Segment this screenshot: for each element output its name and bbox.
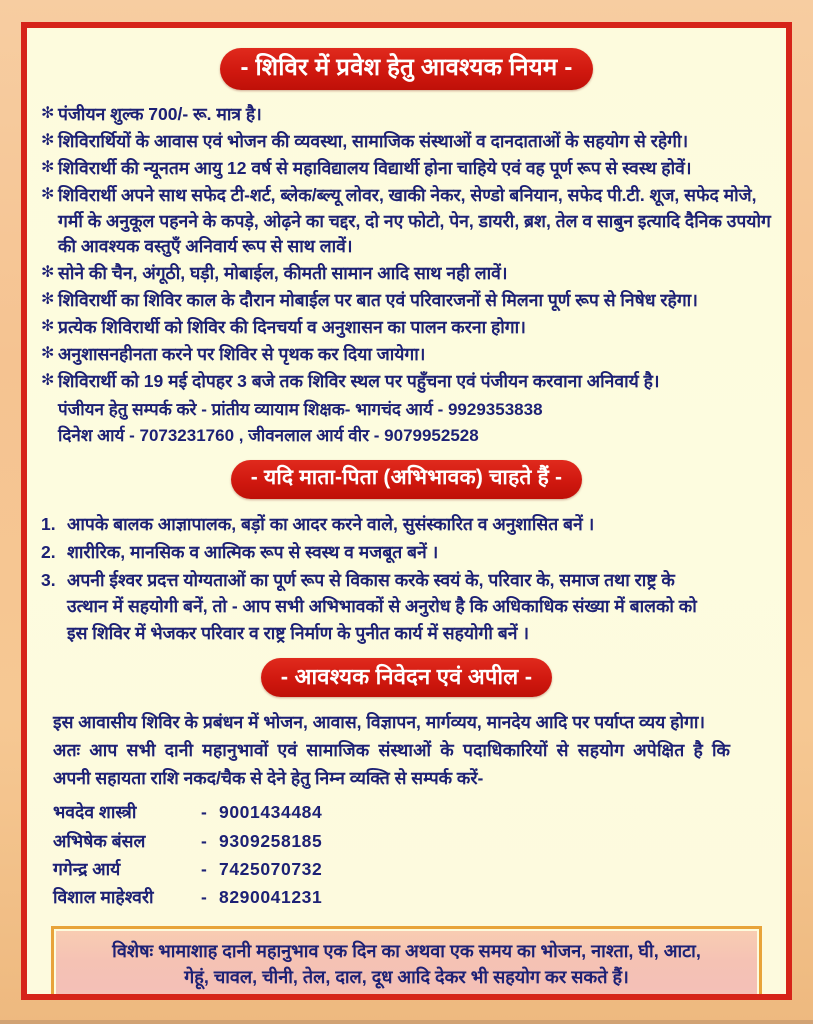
rule-item [41,342,772,368]
contact-line: दिनेश आर्य - 7073231760 , जीवनलाल आर्य वीर - 9079952528 [58,425,479,445]
parents-wishes-list [41,511,772,646]
appeal-line: अपनी सहायता राशि नकद/चैक से देने हेतु निम्न व्यक्ति से सम्पर्क करें- [53,767,484,788]
rule-item [41,129,772,155]
wish-item [41,567,772,646]
rule-text: शिविरार्थी को 19 मई दोपहर 3 बजे तक शिविर स्थल पर पहुँचना एवं पंजीयन करवाना अनिवार्य है। [58,370,660,391]
donor-row [53,798,772,826]
wish-line: इस शिविर में भेजकर परिवार व राष्ट्र निर्माण के पुनीत कार्य में सहयोगी बनें । [67,622,529,643]
special-note-box [51,926,762,1000]
appeal-line: इस आवासीय शिविर के प्रबंधन में भोजन, आवास, विज्ञापन, मार्गव्यय, मानदेय आदि पर पर्याप्त व्यय होगा। [53,712,706,733]
donor-dash: - [201,802,207,823]
donor-name: भवदेव शास्त्री [53,802,137,823]
donor-name: विशाल माहेश्वरी [53,887,154,908]
wish-text [67,567,772,646]
wish-line: अपनी ईश्वर प्रदत्त योग्यताओं का पूर्ण रूप से विकास करके स्वयं के, परिवार के, समाज तथा राष्ट्र के [67,570,675,591]
rule-item [41,369,772,395]
special-note-text [68,938,745,990]
rule-text: शिविरार्थी की न्यूनतम आयु 12 वर्ष से महाविद्यालय विद्यार्थी होना चाहिये एवं वह पूर्ण रूप से स्वस्थ होवें। [58,157,692,178]
asterisk-icon: ✻ [41,371,55,389]
wish-item [41,539,772,565]
rule-item [41,261,772,287]
donor-dash: - [201,887,207,908]
rule-text: पंजीयन शुल्क 700/- रू. मात्र है। [58,104,262,124]
rule-item [41,183,772,261]
wish-item [41,511,772,537]
rule-item [41,102,772,128]
rule-text: शिविरार्थियों के आवास एवं भोजन की व्यवस्था, सामाजिक संस्थाओं व दानदाताओं के सहयोग से रहेगी। [58,130,689,151]
parents-heading-row [41,460,772,498]
donor-dash: - [201,859,207,880]
donor-phone: 7425070732 [219,859,323,880]
rule-item [41,315,772,341]
wish-text [67,511,772,537]
asterisk-icon: ✻ [41,131,55,149]
donor-contact-list [53,798,772,911]
special-note-line: गेहूं, चावल, चीनी, तेल, दाल, दूध आदि देकर भी सहयोग कर सकते हैं। [184,966,629,987]
registration-contacts [58,397,772,449]
appeal-heading-row [41,658,772,698]
appeal-line: अतः आप सभी दानी महानुभावों एवं सामाजिक संस्थाओं के पदाधिकारियों से सहयोग अपेक्षित है कि [53,740,731,761]
donor-row [53,827,772,855]
appeal-heading-banner: - आवश्यक निवेदन एवं अपील - [261,658,553,698]
asterisk-icon: ✻ [41,105,55,122]
asterisk-icon: ✻ [41,291,55,309]
wish-number: 1. [41,513,56,534]
poster-inner-frame [21,22,792,1000]
asterisk-icon: ✻ [41,185,55,203]
donor-name: अभिषेक बंसल [53,830,146,851]
wish-number: 3. [41,570,56,591]
asterisk-icon: ✻ [41,158,55,176]
special-note-line: विशेषः भामाशाह दानी महानुभाव एक दिन का अथवा एक समय का भोजन, नाश्ता, घी, आटा, [112,940,701,961]
donor-phone: 9001434484 [219,802,323,823]
rule-text: प्रत्येक शिविरार्थी को शिविर की दिनचर्या व अनुशासन का पालन करना होगा। [58,317,526,338]
asterisk-icon: ✻ [41,318,55,336]
rule-text: अनुशासनहीनता करने पर शिविर से पृथक कर दिया जायेगा। [58,344,426,365]
rule-text: शिविरार्थी अपने साथ सफेद टी-शर्ट, ब्लेक/ब्ल्यू लोवर, खाकी नेकर, सेण्डो बनियान, सफेद पी.टी. शूज, सफेद मोजे, गर्मी के अनुकूल पहनने के कपड़े, ओढ़ने का चद्दर, दो नए फोटो, पेन, डायरी, ब्रश, तेल व साबुन इत्यादि दैनिक उपयोग की आवश्यक वस्तुएँ अनिवार्य रूप से साथ लावें। [58,184,771,257]
wish-line: आपके बालक आज्ञापालक, बड़ों का आदर करने वाले, सुसंस्कारित व अनुशासित बनें । [67,513,595,534]
appeal-paragraph [53,709,772,792]
parents-heading-banner: - यदि माता-पिता (अभिभावक) चाहते हैं - [231,460,582,498]
donor-dash: - [201,830,207,851]
contact-line: पंजीयन हेतु सम्पर्क करे - प्रांतीय व्यायाम शिक्षक- भागचंद आर्य - 9929353838 [58,399,543,419]
wish-line: उत्थान में सहयोगी बनें, तो - आप सभी अभिभावकों से अनुरोध है कि अधिकाधिक संख्या में बालको को [67,596,697,617]
wish-text [67,539,772,565]
wish-line: शारीरिक, मानसिक व आत्मिक रूप से स्वस्थ व मजबूत बनें । [67,541,439,562]
asterisk-icon: ✻ [41,345,55,363]
rule-text: शिविरार्थी का शिविर काल के दौरान मोबाईल पर बात एवं परिवारजनों से मिलना पूर्ण रूप से निषेध रहेगा। [58,290,698,311]
rule-item [41,288,772,314]
rule-item [41,156,772,182]
donor-row [53,883,772,911]
wish-number: 2. [41,541,56,562]
rules-list [41,102,772,395]
donor-row [53,855,772,883]
rules-heading-banner: - शिविर में प्रवेश हेतु आवश्यक नियम - [220,48,592,90]
donor-phone: 9309258185 [219,830,323,851]
donor-name: गगेन्द्र आर्य [53,859,121,880]
rules-heading-row [41,48,772,90]
rule-text: सोने की चैन, अंगूठी, घड़ी, मोबाईल, कीमती सामान आदि साथ नही लावें। [58,263,508,284]
asterisk-icon: ✻ [41,264,55,282]
donor-phone: 8290041231 [219,887,323,908]
